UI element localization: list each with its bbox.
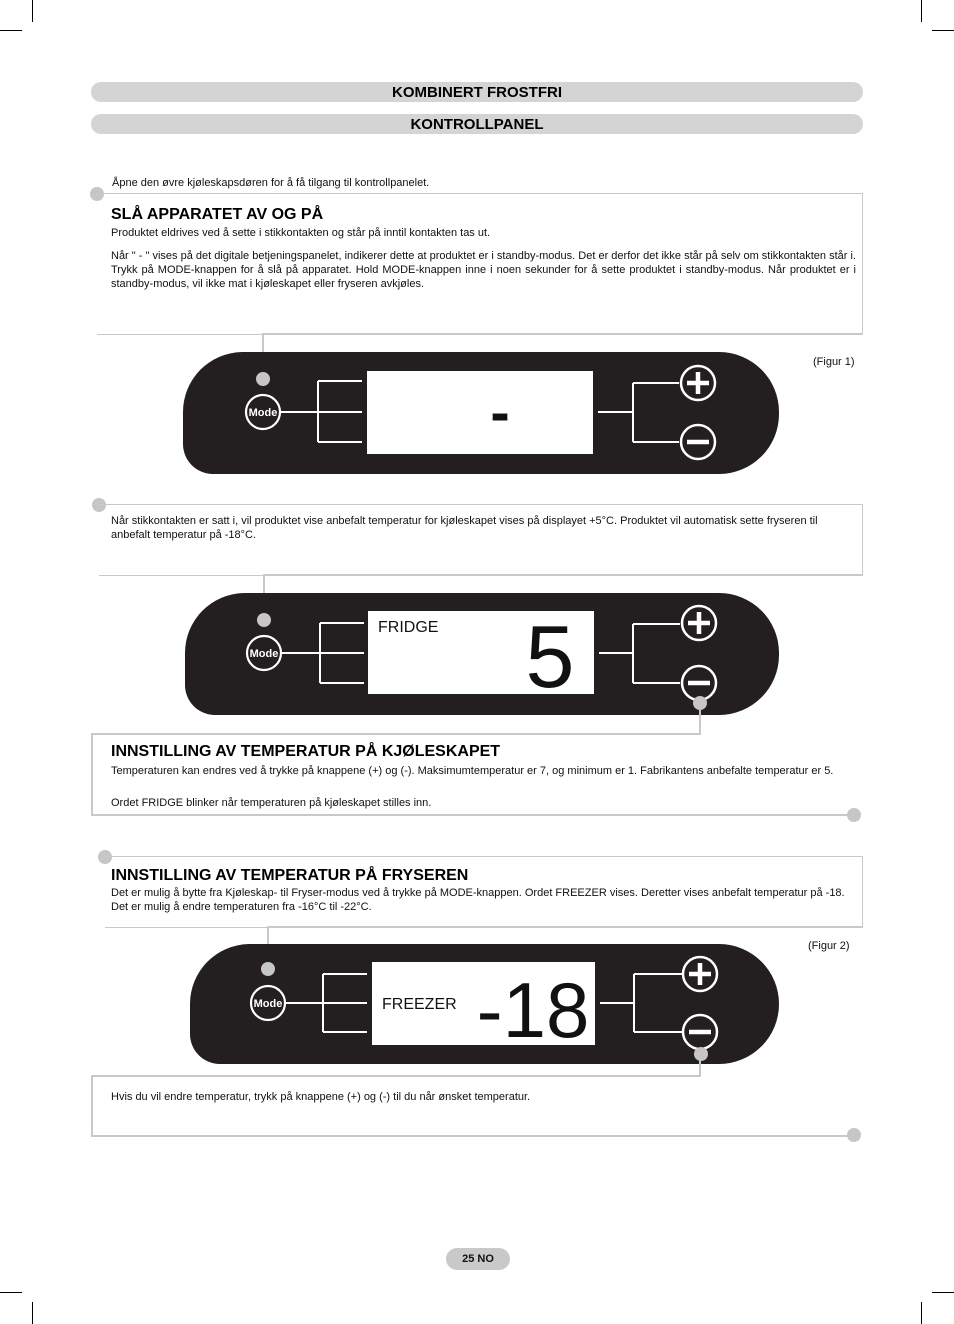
control-panel [184,592,779,716]
section-heading: SLÅ APPARATET AV OG PÅ [111,206,324,223]
connector-line [91,814,851,816]
mode-button[interactable] [247,636,281,670]
mode-button-label: Mode [253,998,283,1010]
plus-button[interactable] [681,366,715,400]
plus-button[interactable] [683,957,717,991]
crop-mark [921,0,922,22]
crop-mark [932,30,954,31]
section-paragraph: Temperaturen kan endres ved å trykke på knappene (+) og (-). Maksimumtemperatur er 7, og minimum er 1. Fabrikantens anbefalte temperatur er 5. [111,765,834,777]
plus-button[interactable] [682,606,716,640]
crop-mark [0,30,22,31]
connector-dot [847,808,861,822]
connector-line [267,926,862,928]
page-number: 25 NO [446,1248,510,1270]
minus-button[interactable] [683,1015,717,1049]
connector-line [91,1135,851,1137]
mode-button-label: Mode [248,407,278,419]
connector-dot [693,696,707,710]
section-heading: INNSTILLING AV TEMPERATUR PÅ KJØLESKAPET [111,743,501,760]
connector-dot [257,613,271,627]
connector-line [91,1075,93,1137]
intro-text: Åpne den øvre kjøleskapsdøren for å få tilgang til kontrollpanelet. [112,177,430,189]
connector-dot [256,372,270,386]
section-paragraph: Ordet FRIDGE blinker når temperaturen på kjøleskapet stilles inn. [111,797,432,809]
section-heading: INNSTILLING AV TEMPERATUR PÅ FRYSEREN [111,867,469,884]
title-banner: KOMBINERT FROSTFRI [91,82,863,102]
connector-line [263,574,862,576]
control-panel [189,943,779,1065]
minus-button[interactable] [682,666,716,700]
display-value: -18 [476,966,590,1054]
display-value: 5 [525,607,575,706]
crop-mark [0,1292,22,1293]
control-panel [182,351,779,475]
section-paragraph: Når " - " vises på det digitale betjeningspanelet, indikerer dette at produktet er i standby-modus. Det er derfor det ikke står på selv om stikkontakten står i. Trykk på MODE-knappen for å slå på apparatet. Hold MODE-knappen inne i noen sekunder for å sette produktet i standby-modus. Når produktet er i standby-modus, vil ikke mat i kjøleskapet eller fryseren avkjøles. [111,250,856,290]
section-paragraph: Når stikkontakten er satt i, vil produktet vise anbefalt temperatur for kjøleskapet vises på displayet +5°C. Produktet vil automatisk sette fryseren til anbefalt temperatur på -18°C. [111,515,818,541]
connector-dot [261,962,275,976]
mode-button[interactable] [251,986,285,1020]
section-box [91,734,93,816]
display-label: FRIDGE [378,619,439,636]
connector-dot [694,1047,708,1061]
minus-button[interactable] [681,425,715,459]
connector-line [699,710,701,735]
subtitle-banner: KONTROLLPANEL [91,114,863,134]
connector-dot [847,1128,861,1142]
mode-button-label: Mode [249,648,279,660]
crop-mark [921,1302,922,1324]
crop-mark [932,1292,954,1293]
display-value: - [490,380,510,445]
section-box [91,733,701,735]
connector-line [262,333,862,335]
crop-mark [32,0,33,22]
section-paragraph: Hvis du vil endre temperatur, trykk på knappene (+) og (-) til du når ønsket temperatur. [111,1091,531,1103]
section-paragraph: Produktet eldrives ved å sette i stikkontakten og står på inntil kontakten tas ut. [111,227,491,239]
figure-label: (Figur 2) [808,940,850,952]
section-paragraph: Det er mulig å bytte fra Kjøleskap- til Fryser-modus ved å trykke på MODE-knappen. Ordet FREEZER vises. Deretter vises anbefalt temperatur på -18. Det er mulig å endre temperaturen fra -16°C til -22°C. [111,887,845,913]
figure-label: (Figur 1) [813,356,855,368]
display-screen [367,371,593,454]
mode-button[interactable] [246,395,280,429]
crop-mark [32,1302,33,1324]
connector-line [91,1075,701,1077]
display-label: FREEZER [382,996,457,1013]
